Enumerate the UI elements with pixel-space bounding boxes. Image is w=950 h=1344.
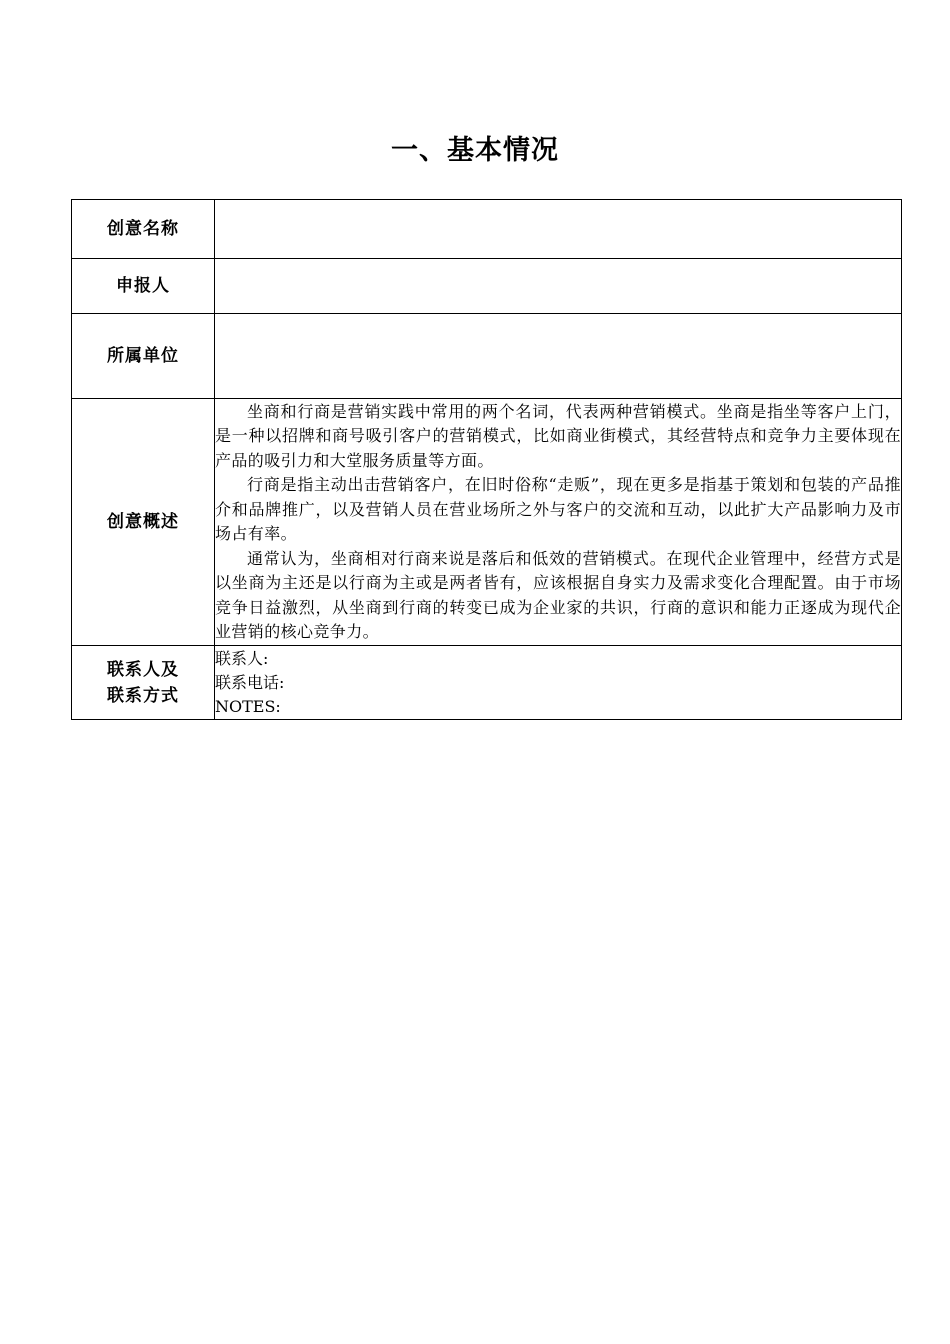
contact-field[interactable] — [215, 646, 902, 720]
organization-label: 所属单位 — [72, 314, 215, 399]
contact-phone-line: 联系电话: — [215, 672, 285, 692]
idea-name-field[interactable] — [215, 200, 902, 259]
contact-notes-line: NOTES: — [215, 696, 281, 716]
table-row-applicant — [72, 259, 902, 314]
organization-field[interactable] — [215, 314, 902, 399]
contact-person-line: 联系人: — [215, 648, 269, 668]
table-row-idea-name — [72, 200, 902, 259]
page-title: 一、基本情况 — [391, 135, 559, 166]
summary-field[interactable] — [215, 399, 902, 646]
summary-paragraph-3: 通常认为，坐商相对行商来说是落后和低效的营销模式。在现代企业管理中，经营方式是以坐商为主还是以行商为主或是两者皆有，应该根据自身实力及需求变化合理配置。由于市场竞争日益激烈，从坐商到行商的转变已成为企业家的共识，行商的意识和能力正逐成为现代企业营销的核心竞争力。 — [215, 548, 901, 641]
contact-label — [72, 646, 215, 720]
table-row-summary — [72, 399, 902, 646]
summary-label: 创意概述 — [72, 399, 215, 646]
idea-name-label: 创意名称 — [72, 200, 215, 259]
contact-label-line-2: 联系方式 — [107, 685, 179, 706]
contact-label-line-1: 联系人及 — [107, 659, 179, 680]
summary-paragraph-2: 行商是指主动出击营销客户，在旧时俗称“走贩”，现在更多是指基于策划和包装的产品推介和品牌推广，以及营销人员在营业场所之外与客户的交流和互动，以此扩大产品影响力及市场占有率。 — [215, 475, 901, 543]
applicant-field[interactable] — [215, 259, 902, 314]
table-row-contact — [72, 646, 902, 720]
applicant-label: 申报人 — [72, 259, 215, 314]
basic-info-table — [71, 199, 902, 720]
table-row-organization — [72, 314, 902, 399]
summary-paragraph-1: 坐商和行商是营销实践中常用的两个名词，代表两种营销模式。坐商是指坐等客户上门，是一种以招牌和商号吸引客户的营销模式，比如商业街模式，其经营特点和竞争力主要体现在产品的吸引力和大堂服务质量等方面。 — [215, 401, 901, 470]
